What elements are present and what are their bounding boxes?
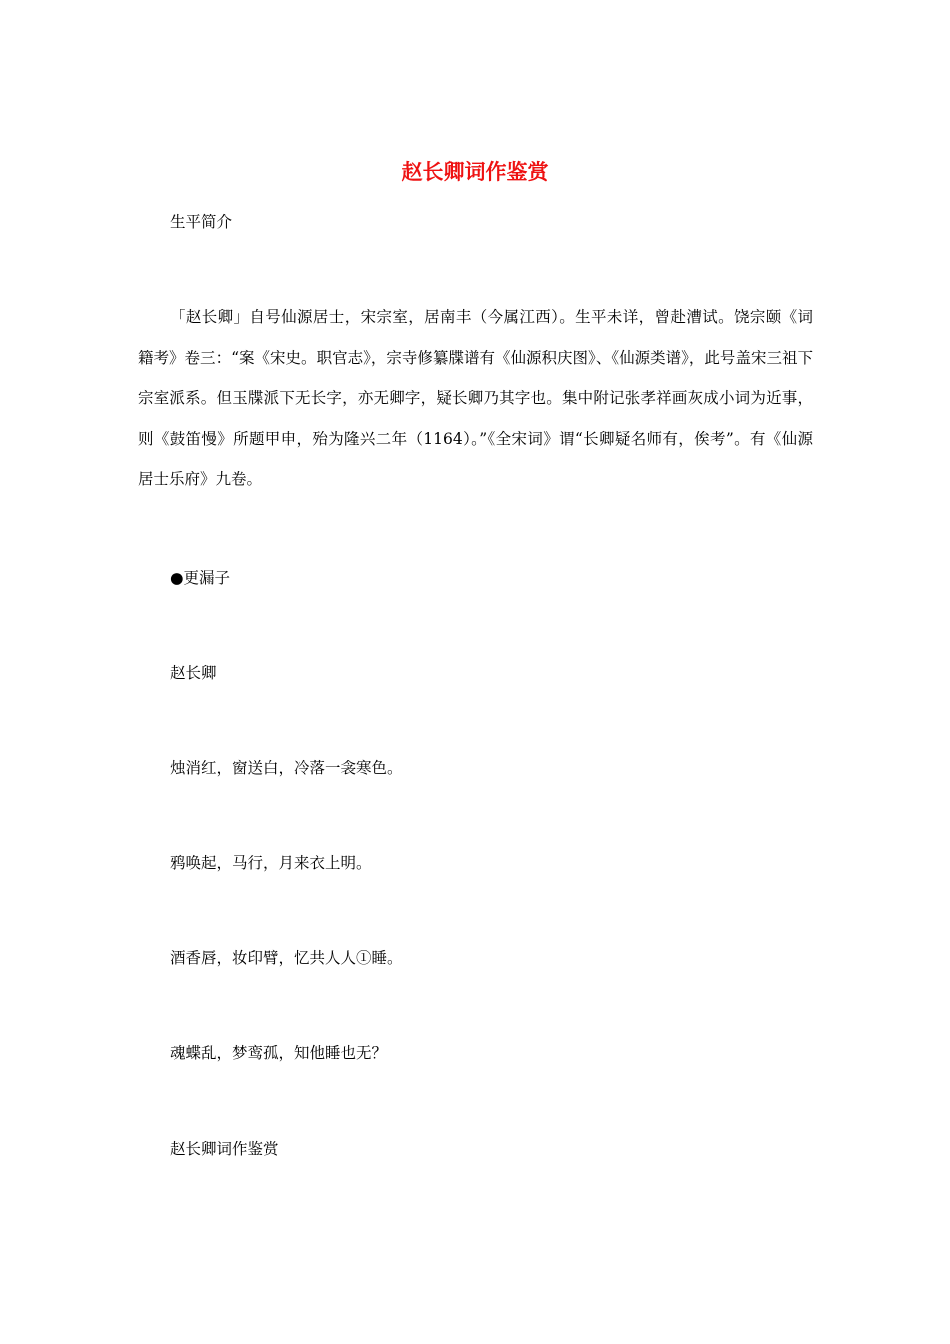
poem-title: ●更漏子 <box>170 569 231 587</box>
biography-paragraph: 「赵长卿」自号仙源居士，宋宗室，居南丰（今属江西）。生平未详，曾赴漕试。饶宗颐《词籍考》卷三：“案《宋史。职官志》，宗寺修纂牒谱有《仙源积庆图》、《仙源类谱》，此号盖宋三祖下宗室派系。但玉牒派下无长字，亦无卿字，疑长卿乃其字也。集中附记张孝祥画灰成小词为近事，则《鼓笛慢》所题甲申，殆为隆兴二年（1164）。”《全宋词》谓“长卿疑名师有，俟考”。有《仙源居士乐府》九卷。 <box>138 308 813 488</box>
poem-line: 酒香唇，妆印臂，忆共人人①睡。 <box>170 949 403 967</box>
poem-line: 魂蝶乱，梦鸾孤，知他睡也无？ <box>170 1044 388 1062</box>
document-title: 赵长卿词作鉴赏 <box>401 159 549 184</box>
section-heading: 生平简介 <box>170 213 233 231</box>
poem-line: 烛消红，窗送白，冷落一衾寒色。 <box>170 759 403 777</box>
poem-line: 鸦唤起，马行，月来衣上明。 <box>170 854 372 872</box>
poem-author: 赵长卿 <box>170 664 217 682</box>
footer-heading: 赵长卿词作鉴赏 <box>170 1140 279 1158</box>
